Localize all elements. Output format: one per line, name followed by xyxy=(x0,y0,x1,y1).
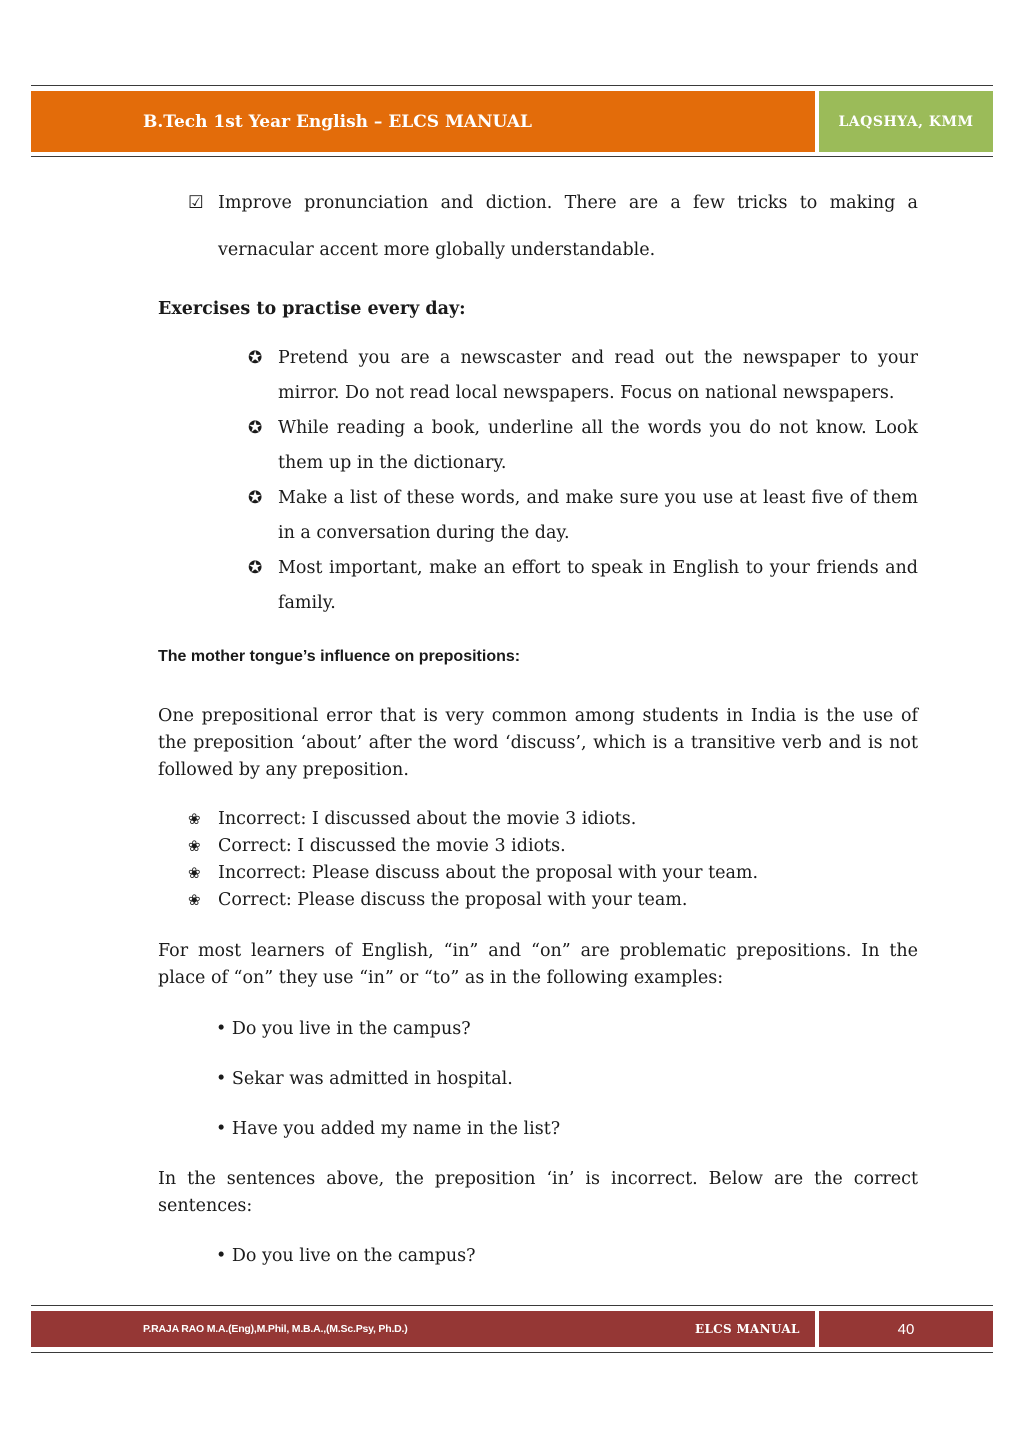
flower-bullet-icon: ❀ xyxy=(188,810,201,828)
list-item: • Sekar was admitted in hospital. xyxy=(216,1069,513,1089)
star-bullet-icon: ✪ xyxy=(248,558,263,578)
list-item: ✪ While reading a book, underline all the words you do not know. Look them up in the dictionary. xyxy=(158,411,918,481)
flower-bullet-icon: ❀ xyxy=(188,864,201,882)
footer-manual-label: ELCS MANUAL xyxy=(695,1322,800,1336)
page-footer xyxy=(31,1311,993,1347)
page-content xyxy=(158,180,918,1270)
examples-list xyxy=(158,806,918,914)
list-item: ✪ Make a list of these words, and make sure you use at least five of them in a conversation during the day. xyxy=(158,481,918,551)
star-bullet-icon: ✪ xyxy=(248,488,263,508)
list-item: ❀ Incorrect: I discussed about the movie 3 idiots. xyxy=(158,806,918,833)
header-bottom-rule xyxy=(31,156,993,157)
intro-text: Improve pronunciation and diction. There are a few tricks to making a vernacular accent more globally understandable. xyxy=(218,193,918,260)
list-item: ❀ Correct: Please discuss the proposal with your team. xyxy=(158,887,918,914)
flower-bullet-icon: ❀ xyxy=(188,837,201,855)
paragraph-in-on: For most learners of English, “in” and “on” are problematic prepositions. In the place of “on” they use “in” or “to” as in the following examples: xyxy=(158,941,918,988)
page-number: 40 xyxy=(819,1311,993,1347)
list-item: • Do you live on the campus? xyxy=(216,1246,476,1266)
star-bullet-icon: ✪ xyxy=(248,418,263,438)
footer-top-rule xyxy=(31,1305,993,1306)
header-top-rule xyxy=(31,85,993,86)
paragraph-correct-sentences: In the sentences above, the preposition ‘in’ is incorrect. Below are the correct sentences: xyxy=(158,1169,918,1216)
footer-author: P.RAJA RAO M.A.(Eng),M.Phil, M.B.A.,(M.Sc.Psy, Ph.D.) xyxy=(143,1323,408,1335)
star-bullet-icon: ✪ xyxy=(248,348,263,368)
footer-bottom-rule xyxy=(31,1352,993,1353)
prepositions-heading: The mother tongue’s influence on prepositions: xyxy=(158,648,521,665)
checkbox-icon: ☑ xyxy=(188,193,204,213)
list-item: ❀ Incorrect: Please discuss about the proposal with your team. xyxy=(158,860,918,887)
header-title: B.Tech 1st Year English – ELCS MANUAL xyxy=(31,91,815,152)
list-item: ✪ Most important, make an effort to speak in English to your friends and family. xyxy=(158,551,918,621)
exercises-heading: Exercises to practise every day: xyxy=(158,299,466,319)
intro-item xyxy=(158,180,918,274)
header-side-label: LAQSHYA, KMM xyxy=(819,91,993,152)
list-item: • Do you live in the campus? xyxy=(216,1019,471,1039)
flower-bullet-icon: ❀ xyxy=(188,891,201,909)
exercises-list xyxy=(158,341,918,621)
paragraph-discuss: One prepositional error that is very common among students in India is the use of the preposition ‘about’ after the word ‘discuss’, which is a transitive verb and is not followed by any preposition. xyxy=(158,706,918,780)
list-item: • Have you added my name in the list? xyxy=(216,1119,561,1139)
list-item: ❀ Correct: I discussed the movie 3 idiots. xyxy=(158,833,918,860)
page-header xyxy=(31,91,993,152)
list-item: ✪ Pretend you are a newscaster and read out the newspaper to your mirror. Do not read local newspapers. Focus on national newspapers. xyxy=(158,341,918,411)
